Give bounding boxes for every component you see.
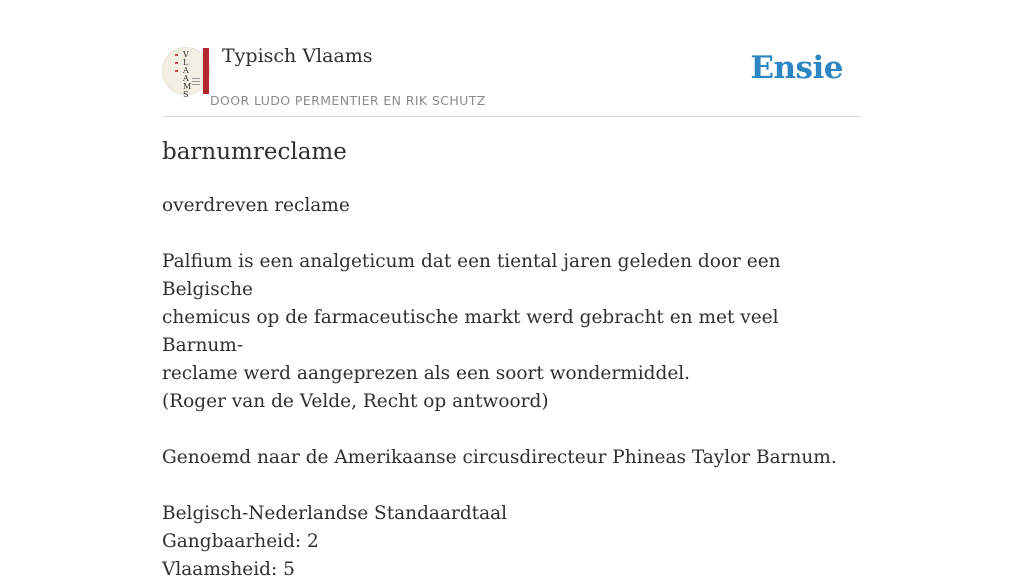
cover-ornament <box>175 54 178 56</box>
example-source: (Roger van de Velde, Recht op antwoord) <box>162 391 549 412</box>
example-line: chemicus op de farmaceutische markt werd gebracht en met veel Barnum- <box>162 307 779 356</box>
cover-red-edge <box>203 48 209 94</box>
cover-text-line <box>192 84 200 85</box>
ensie-logo-link[interactable]: Ensie <box>750 50 843 86</box>
page-container <box>162 0 862 580</box>
cover-ornament <box>175 70 178 72</box>
cover-letter: A <box>183 74 189 83</box>
entry-body <box>162 192 862 584</box>
book-authors: DOOR LUDO PERMENTIER EN RIK SCHUTZ <box>210 93 486 108</box>
entry-frequency: Gangbaarheid: 2 <box>162 531 319 552</box>
cover-ornament <box>175 62 178 64</box>
entry-etymology: Genoemd naar de Amerikaanse circusdirecteur Phineas Taylor Barnum. <box>162 447 837 468</box>
cover-letter: M <box>183 82 192 91</box>
cover-text-line <box>192 78 200 79</box>
example-line: reclame werd aangeprezen als een soort wondermiddel. <box>162 363 691 384</box>
book-cover-thumbnail[interactable] <box>162 47 210 99</box>
cover-text-line <box>192 81 200 82</box>
entry-definition: overdreven reclame <box>162 195 350 216</box>
entry-term: barnumreclame <box>162 139 347 165</box>
paragraph-spacer <box>162 220 862 248</box>
book-title-link[interactable]: Typisch Vlaams <box>222 45 373 67</box>
book-header <box>162 0 862 117</box>
entry-register: Belgisch-Nederlandse Standaardtaal <box>162 503 508 524</box>
entry-flemishness: Vlaamsheid: 5 <box>162 559 295 580</box>
paragraph-spacer <box>162 472 862 500</box>
example-line: Palfium is een analgeticum dat een tiental jaren geleden door een Belgische <box>162 251 781 300</box>
cover-letter: S <box>183 90 189 99</box>
cover-letter: A <box>183 66 189 75</box>
cover-letter: L <box>183 58 189 67</box>
paragraph-spacer <box>162 416 862 444</box>
cover-letter: V <box>183 50 189 59</box>
